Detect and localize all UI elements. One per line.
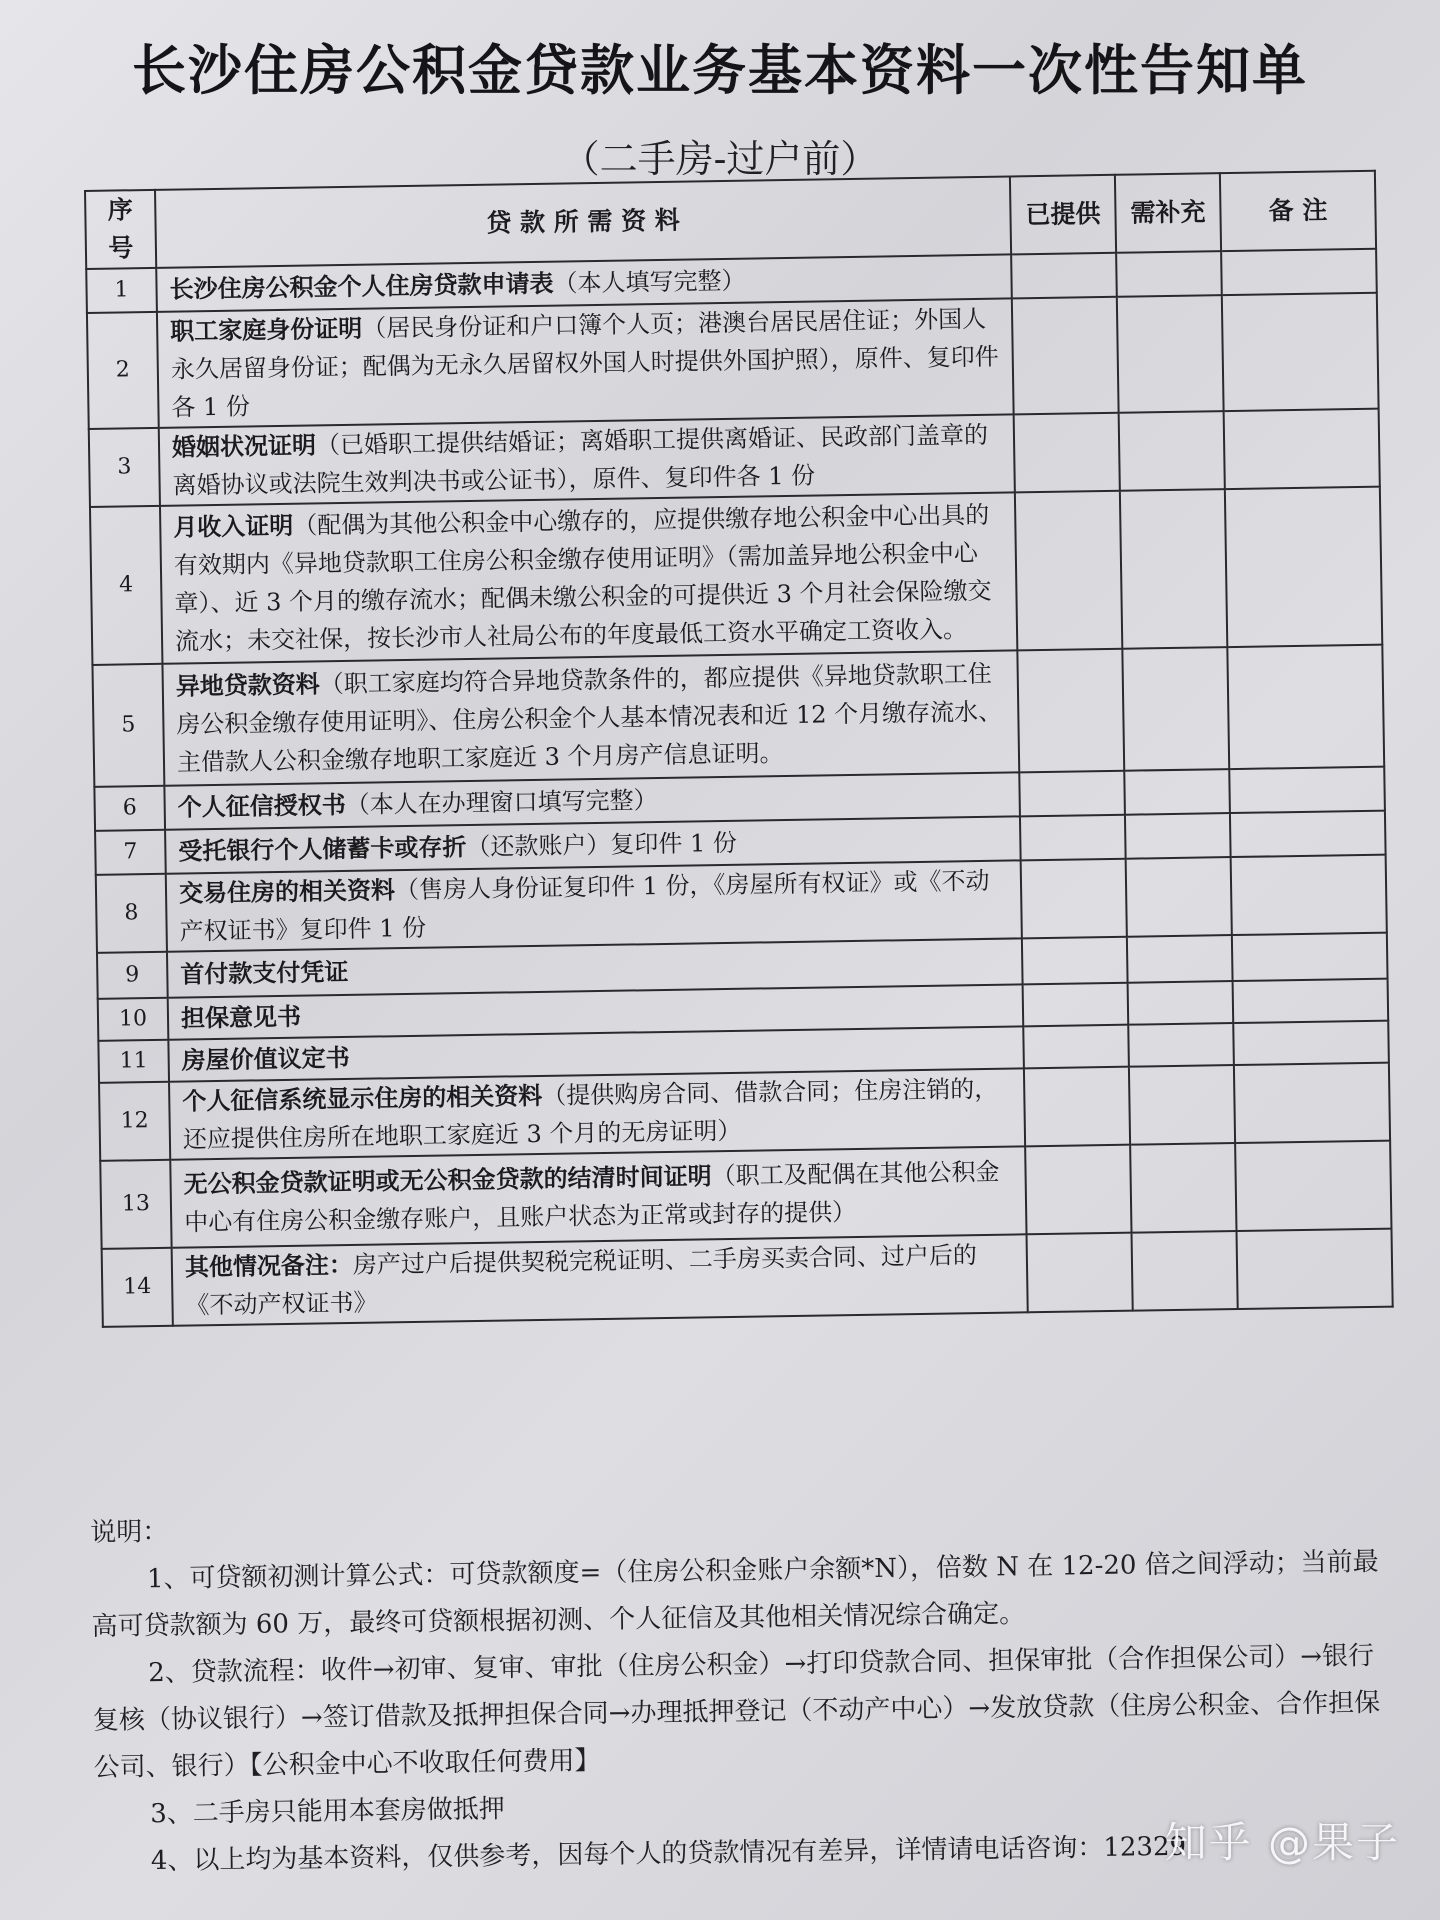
material-detail: （已婚职工提供结婚证；离婚职工提供离婚证、民政部门盖章的离婚协议或法院生效判决书或公证书），原件、复印件各 1 份 <box>172 420 989 500</box>
row-number: 14 <box>102 1248 173 1327</box>
provided-cell[interactable] <box>1023 1025 1129 1069</box>
material-detail: （售房人身份证复印件 1 份，《房屋所有权证》或《不动产权证书》复印件 1 份 <box>179 866 990 946</box>
remarks-cell[interactable] <box>1233 1021 1389 1065</box>
material-detail: （提供购房合同、借款合同；住房注销的，还应提供住房所在地职工家庭近 3 个月的无房证明） <box>182 1074 999 1154</box>
table-row <box>90 487 1382 665</box>
remarks-cell[interactable] <box>1227 645 1384 769</box>
row-number: 1 <box>86 268 157 313</box>
row-number: 9 <box>97 952 168 999</box>
watermark: 知乎 @果子 <box>1164 1818 1400 1867</box>
need-supplement-cell[interactable] <box>1116 251 1222 297</box>
row-number: 11 <box>98 1040 169 1083</box>
need-supplement-cell[interactable] <box>1127 935 1233 983</box>
need-supplement-cell[interactable] <box>1128 981 1234 1025</box>
need-supplement-cell[interactable] <box>1124 769 1230 815</box>
requirements-table-wrap <box>84 170 1392 1328</box>
row-material <box>157 298 1014 427</box>
document-subtitle: （二手房-过户前） <box>561 137 879 181</box>
need-supplement-cell[interactable] <box>1126 857 1232 937</box>
provided-cell[interactable] <box>1014 413 1120 493</box>
row-material <box>162 650 1019 785</box>
material-name: 长沙住房公积金个人住房贷款申请表 <box>169 268 554 304</box>
row-material <box>172 1234 1028 1325</box>
material-name: 房屋价值议定书 <box>181 1042 350 1075</box>
remarks-cell[interactable] <box>1230 811 1386 857</box>
remarks-cell[interactable] <box>1233 979 1389 1023</box>
material-name: 其他情况备注： <box>184 1249 354 1282</box>
row-material <box>170 1146 1026 1247</box>
header-remarks: 备 注 <box>1220 171 1376 251</box>
notes-label: 说明： <box>90 1516 169 1548</box>
row-number: 12 <box>99 1082 170 1161</box>
row-number: 10 <box>98 998 169 1041</box>
material-name: 担保意见书 <box>180 1001 302 1033</box>
material-detail: （配偶为其他公积金中心缴存的，应提供缴存地公积金中心出具的有效期内《异地贷款职工住房公积金缴存使用证明》（需加盖异地公积金中心章）、近 3 个月的缴存流水；配偶未缴公积金的可提供近 3 个月社会保险缴交流水；未交社保，按长沙市人社局公布的年度最低工资水平确定工资收入。 <box>173 500 992 656</box>
table-row <box>87 293 1379 429</box>
header-provided: 已提供 <box>1010 175 1116 255</box>
need-supplement-cell[interactable] <box>1122 647 1229 771</box>
need-supplement-cell[interactable] <box>1129 1065 1235 1145</box>
provided-cell[interactable] <box>1022 937 1128 985</box>
header-need-supplement: 需补充 <box>1115 173 1221 253</box>
row-number: 3 <box>89 428 160 507</box>
row-material <box>166 860 1022 951</box>
material-name: 交易住房的相关资料 <box>178 875 396 908</box>
material-name: 个人征信系统显示住房的相关资料 <box>182 1080 543 1116</box>
remarks-cell[interactable] <box>1229 767 1385 813</box>
remarks-cell[interactable] <box>1236 1229 1392 1309</box>
material-detail: （还款账户）复印件 1 份 <box>466 828 738 862</box>
remarks-cell[interactable] <box>1231 855 1387 935</box>
note-item-4: 4、以上均为基本资料，仅供参考，因每个人的贷款情况有差异，详情请电话咨询：12329 <box>150 1831 1187 1877</box>
row-number: 4 <box>90 506 162 665</box>
material-detail: （本人在办理窗口填写完整） <box>345 786 658 819</box>
table-body <box>86 249 1392 1327</box>
material-name: 职工家庭身份证明 <box>170 313 363 346</box>
row-number: 6 <box>94 786 165 831</box>
need-supplement-cell[interactable] <box>1125 813 1231 859</box>
row-number: 8 <box>96 874 167 953</box>
remarks-cell[interactable] <box>1221 249 1377 295</box>
provided-cell[interactable] <box>1017 649 1124 773</box>
provided-cell[interactable] <box>1024 1067 1130 1147</box>
document-title: 长沙住房公积金贷款业务基本资料一次性告知单 <box>132 38 1308 102</box>
provided-cell[interactable] <box>1023 983 1129 1027</box>
header-materials: 贷 款 所 需 资 料 <box>155 176 1011 267</box>
material-name: 异地贷款资料 <box>175 669 321 701</box>
remarks-cell[interactable] <box>1225 487 1382 647</box>
remarks-cell[interactable] <box>1235 1141 1391 1231</box>
requirements-table <box>84 170 1394 1328</box>
note-item-2: 2、贷款流程：收件→初审、复审、审批（住房公积金）→打印贷款合同、担保审批（合作担保公司）→银行复核（协议银行）→签订借款及抵押担保合同→办理抵押登记（不动产中心）→发放贷款（住房公积金、合作担保公司、银行）【公积金中心不收取任何费用】 <box>92 1641 1381 1783</box>
material-name: 首付款支付凭证 <box>180 956 349 989</box>
material-detail: 房产过户后提供契税完税证明、二手房买卖合同、过户后的《不动产权证书》 <box>185 1241 978 1320</box>
row-number: 5 <box>92 664 164 787</box>
material-detail: （居民身份证和户口簿个人页；港澳台居民居住证；外国人永久居留身份证；配偶为无永久居留权外国人时提供外国护照），原件、复印件各 1 份 <box>170 304 999 422</box>
material-name: 婚姻状况证明 <box>171 430 317 462</box>
need-supplement-cell[interactable] <box>1132 1231 1238 1311</box>
remarks-cell[interactable] <box>1234 1063 1390 1143</box>
need-supplement-cell[interactable] <box>1119 411 1225 491</box>
row-material <box>169 1068 1025 1159</box>
material-name: 个人征信授权书 <box>177 789 346 822</box>
need-supplement-cell[interactable] <box>1117 295 1224 413</box>
provided-cell[interactable] <box>1025 1145 1131 1235</box>
provided-cell[interactable] <box>1012 297 1119 415</box>
row-number: 2 <box>87 312 159 429</box>
row-number: 13 <box>100 1160 171 1249</box>
material-detail: （职工家庭均符合异地贷款条件的，都应提供《异地贷款职工住房公积金缴存使用证明》、住房公积金个人基本情况表和近 12 个月缴存流水、主借款人公积金缴存地职工家庭近 3 个月房产信息证明。 <box>176 659 1003 777</box>
row-number: 7 <box>95 830 166 875</box>
provided-cell[interactable] <box>1027 1233 1133 1313</box>
table-row <box>92 645 1384 787</box>
note-item-1: 1、可贷额初测计算公式：可贷款额度=（住房公积金账户余额*N），倍数 N 在 12-20 倍之间浮动；当前最高可贷款额为 60 万，最终可贷额根据初测、个人征信及其他相关情况综合确定。 <box>91 1547 1379 1642</box>
material-detail: （本人填写完整） <box>553 266 746 298</box>
material-detail: （职工及配偶在其他公积金中心有住房公积金缴存账户，且账户状态为正常或封存的提供） <box>184 1157 1000 1237</box>
row-material <box>159 414 1015 505</box>
provided-cell[interactable] <box>1021 859 1127 939</box>
provided-cell[interactable] <box>1011 253 1117 299</box>
need-supplement-cell[interactable] <box>1120 489 1227 649</box>
material-name: 无公积金贷款证明或无公积金贷款的结清时间证明 <box>183 1161 712 1199</box>
remarks-cell[interactable] <box>1224 409 1380 489</box>
provided-cell[interactable] <box>1015 491 1122 651</box>
material-name: 月收入证明 <box>173 510 294 542</box>
provided-cell[interactable] <box>1019 771 1125 817</box>
row-material <box>160 492 1017 663</box>
need-supplement-cell[interactable] <box>1128 1023 1234 1067</box>
remarks-cell[interactable] <box>1232 933 1388 981</box>
need-supplement-cell[interactable] <box>1130 1143 1236 1233</box>
header-num: 序号 <box>85 190 156 269</box>
provided-cell[interactable] <box>1020 815 1126 861</box>
material-name: 受托银行个人储蓄卡或存折 <box>178 832 467 866</box>
remarks-cell[interactable] <box>1222 293 1379 411</box>
note-item-3: 3、二手房只能用本套房做抵押 <box>150 1794 505 1830</box>
